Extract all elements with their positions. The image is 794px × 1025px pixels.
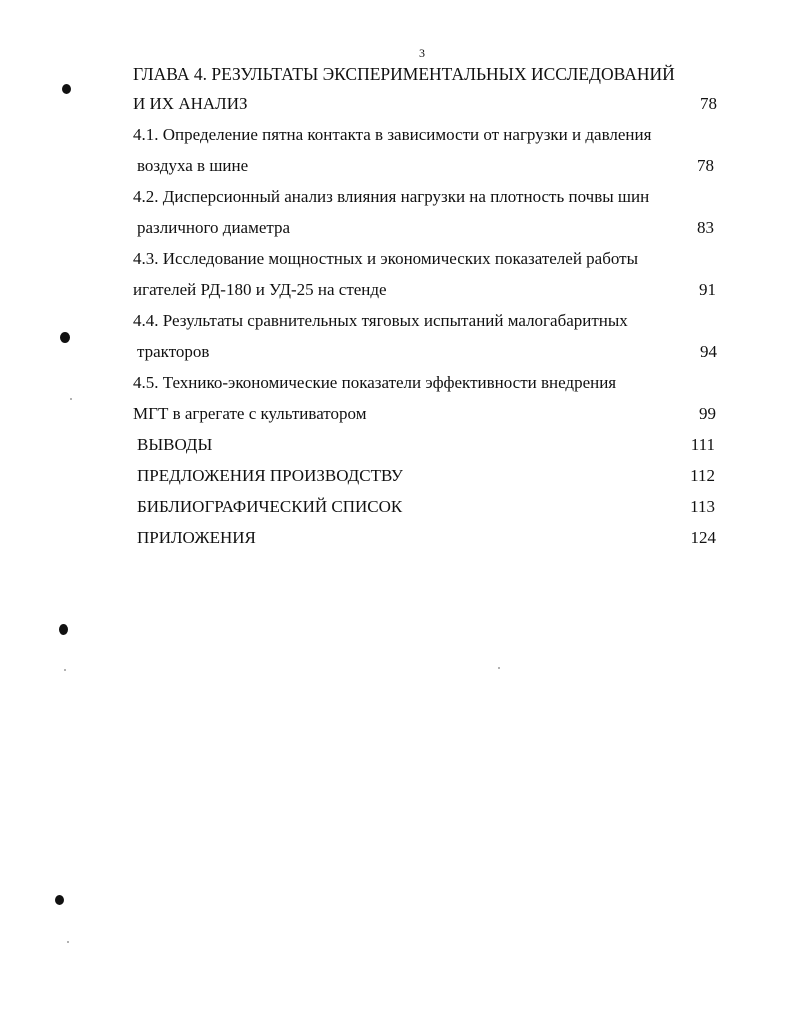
toc-page-number: 83 bbox=[697, 218, 714, 237]
toc-page-number: 78 bbox=[700, 94, 717, 113]
toc-chapter-title: ГЛАВА 4. РЕЗУЛЬТАТЫ ЭКСПЕРИМЕНТАЛЬНЫХ ИССЛЕДОВАНИЙ bbox=[133, 64, 675, 84]
toc-page-number: 99 bbox=[699, 404, 716, 423]
toc-bibliography: БИБЛИОГРАФИЧЕСКИЙ СПИСОК bbox=[137, 497, 403, 516]
toc-page-number: 91 bbox=[699, 280, 716, 299]
binding-mark bbox=[62, 84, 71, 94]
toc-entry-cont: МГТ в агрегате с культиватором bbox=[133, 404, 367, 423]
toc-entry: 4.2. Дисперсионный анализ влияния нагрузки на плотность почвы шин bbox=[133, 187, 650, 206]
toc-entry-cont: воздуха в шине bbox=[137, 156, 249, 175]
scan-speck bbox=[67, 941, 69, 943]
page-number: 3 bbox=[419, 46, 425, 60]
toc-conclusions: ВЫВОДЫ bbox=[137, 435, 213, 454]
toc-entry: 4.4. Результаты сравнительных тяговых испытаний малогабаритных bbox=[133, 311, 628, 330]
toc-page-number: 78 bbox=[697, 156, 714, 175]
binding-mark bbox=[55, 895, 64, 905]
toc-entry: 4.3. Исследование мощностных и экономических показателей работы bbox=[133, 249, 639, 268]
scan-speck bbox=[70, 398, 72, 400]
toc-proposals: ПРЕДЛОЖЕНИЯ ПРОИЗВОДСТВУ bbox=[137, 466, 403, 485]
toc-entry: 4.5. Технико-экономические показатели эффективности внедрения bbox=[133, 373, 617, 392]
toc-entry-cont: различного диаметра bbox=[137, 218, 291, 237]
toc-entry: 4.1. Определение пятна контакта в зависимости от нагрузки и давления bbox=[133, 125, 652, 144]
toc-entry-cont: игателей РД-180 и УД-25 на стенде bbox=[133, 280, 387, 299]
scan-speck bbox=[64, 669, 66, 671]
toc-page-number: 94 bbox=[700, 342, 717, 361]
binding-mark bbox=[59, 624, 68, 635]
binding-mark bbox=[60, 332, 70, 343]
toc-entry-cont: тракторов bbox=[137, 342, 210, 361]
toc-page-number: 112 bbox=[690, 466, 715, 485]
toc-appendices: ПРИЛОЖЕНИЯ bbox=[137, 528, 256, 547]
toc-page-number: 113 bbox=[690, 497, 715, 516]
toc-chapter-title-cont: И ИХ АНАЛИЗ bbox=[133, 94, 248, 113]
scan-speck bbox=[498, 667, 500, 669]
toc-page-number: 111 bbox=[690, 435, 715, 454]
toc-page-number: 124 bbox=[690, 528, 716, 547]
